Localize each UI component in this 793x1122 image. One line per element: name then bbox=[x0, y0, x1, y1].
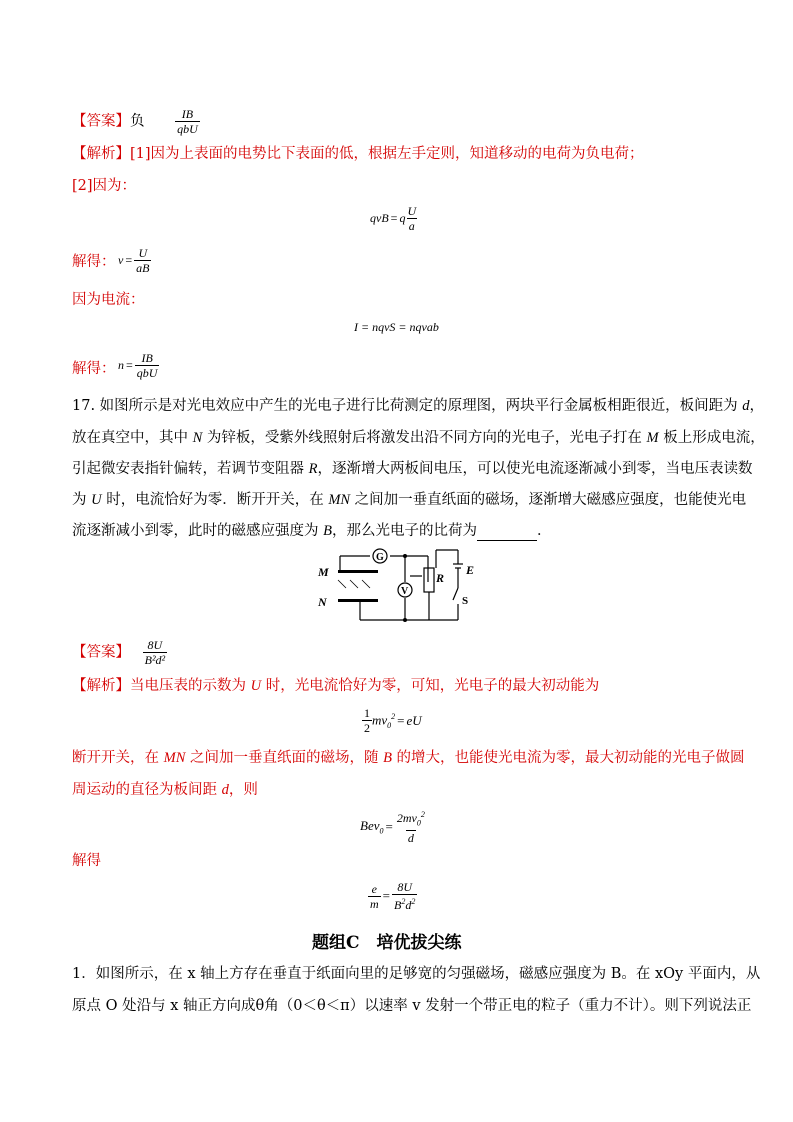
answer-blank bbox=[477, 526, 537, 541]
label-E: E bbox=[466, 563, 475, 577]
solve-label-1: 解得： bbox=[72, 254, 116, 270]
label-R: R bbox=[436, 571, 445, 585]
section-title: 题组C 培优拔尖练 bbox=[312, 933, 462, 953]
analysis-16-line2: [2]因为： bbox=[72, 178, 137, 194]
voltmeter-label: V bbox=[401, 586, 409, 597]
equation-n: n = $\frac{IB}{\text{qbU}}$ bbox=[118, 351, 158, 380]
current-label: 因为电流： bbox=[72, 292, 145, 308]
label-M: M bbox=[318, 565, 329, 579]
label-S: S bbox=[462, 595, 469, 607]
answer-16-fraction: $\frac{IB}{\text{qbU}}$ bbox=[177, 107, 198, 136]
q17-line3: 引起微安表指针偏转，若调节变阻器 R，逐渐增大两板间电压，可以使光电流逐渐减小到零，当电压表读数 bbox=[72, 461, 753, 477]
photoelectric-circuit-diagram bbox=[310, 544, 490, 626]
plate-M bbox=[338, 570, 378, 573]
analysis-16-line1: 【解析】[1]因为上表面的电势比下表面的低，根据左手定则，知道移动的电荷为负电荷； bbox=[72, 146, 644, 162]
answer-16: 【答案】负 $\frac{IB}{\text{qbU}}$ bbox=[72, 107, 198, 136]
equation-kinetic-energy: $\frac{1}{2}$ $mv_0^2$ = eU bbox=[364, 706, 422, 735]
plate-N bbox=[338, 599, 378, 602]
q17-line4: 为 U 时，电流恰好为零．断开开关，在 MN 之间加一垂直纸面的磁场，逐渐增大磁感应强度，也能使光电 bbox=[72, 492, 747, 508]
q17-line5: 流逐渐减小到零，此时的磁感应强度为 B，那么光电子的比荷为 ． bbox=[72, 523, 552, 539]
analysis-17-line1: 【解析】当电压表的示数为 U 时，光电流恰好为零，可知，光电子的最大初动能为 bbox=[72, 678, 600, 694]
solve-label-17: 解得 bbox=[72, 853, 101, 869]
q1-line2: 原点 O 处沿与 x 轴正方向成θ角（0＜θ＜π）以速率 v 发射一个带正电的粒子（重力不计）。则下列说法正 bbox=[72, 998, 752, 1014]
q1-line1: 1．如图所示，在 x 轴上方存在垂直于纸面向里的足够宽的匀强磁场，磁感应强度为 B。在 xOy 平面内，从 bbox=[72, 966, 761, 982]
q17-line2: 放在真空中，其中 N 为锌板，受紫外线照射后将激发出沿不同方向的光电子，光电子打在 M 板上形成电流， bbox=[72, 430, 765, 446]
answer-label: 【答案】 bbox=[72, 113, 130, 130]
equation-current: I = nqvS = nqvab bbox=[354, 320, 439, 334]
analysis-17-line3: 周运动的直径为板间距 d，则 bbox=[72, 782, 258, 798]
label-N: N bbox=[318, 595, 327, 609]
solve-label-2: 解得： bbox=[72, 361, 116, 377]
answer-17: 【答案】 $\frac{8U}{\text{B²d²}}$ bbox=[72, 638, 166, 667]
analysis-17-line2: 断开开关，在 MN 之间加一垂直纸面的磁场，随 B 的增大，也能使光电流为零，最大初动能的光电子做圆 bbox=[72, 750, 745, 766]
equation-qvB: qvB = q $\frac{U}{a}$ bbox=[370, 204, 417, 233]
equation-v: v = $\frac{U}{aB}$ bbox=[118, 246, 150, 275]
equation-Bev0: Bev$_0$ = $\frac{2mv_0^2}{d}$ bbox=[360, 810, 425, 846]
galvanometer-label: G bbox=[376, 552, 384, 563]
equation-e-over-m: $\frac{e}{m}$ = $\frac{8U}{B^2d^2}$ bbox=[370, 880, 416, 912]
q17-line1: 17. 如图所示是对光电效应中产生的光电子进行比荷测定的原理图，两块平行金属板相距很近，板间距为 d， bbox=[72, 398, 765, 414]
